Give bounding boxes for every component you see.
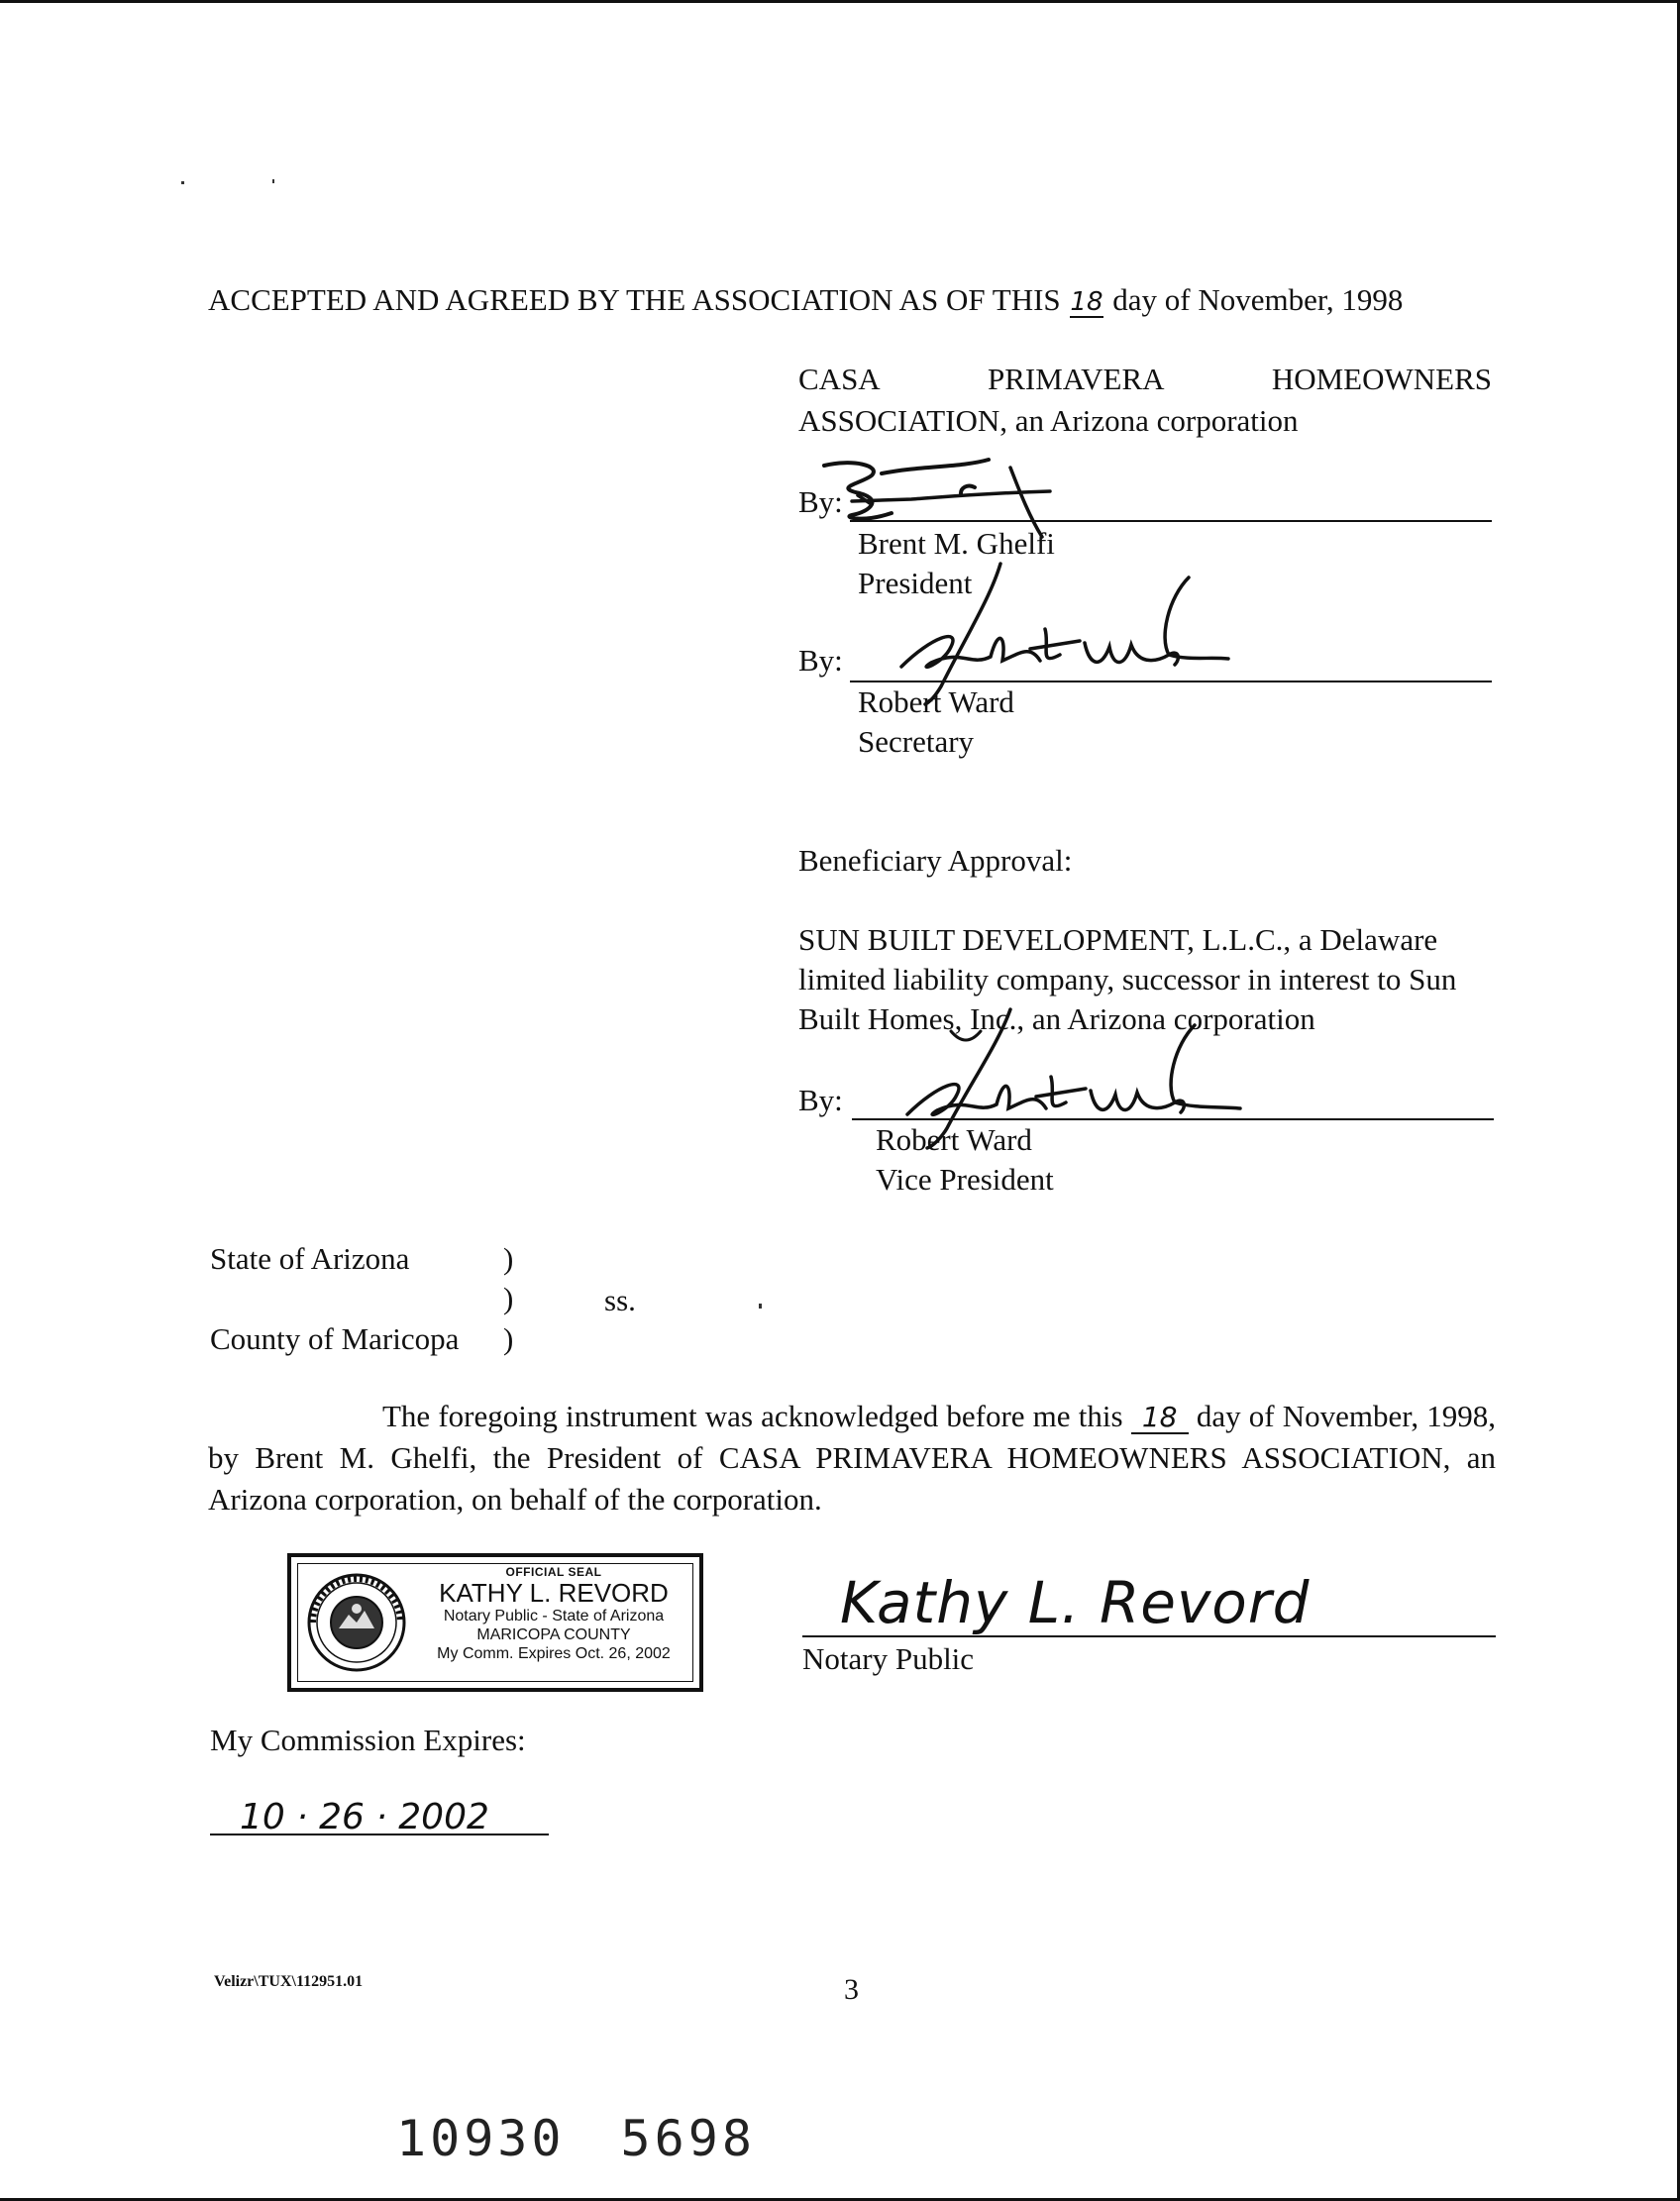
beneficiary-line: SUN BUILT DEVELOPMENT, L.L.C., a Delaware [798, 922, 1438, 957]
notary-seal-text [420, 1565, 687, 1663]
association-description: ASSOCIATION, an Arizona corporation [798, 403, 1299, 438]
commission-label: My Commission Expires: [210, 1723, 526, 1757]
signer-secretary-by: By: [798, 643, 843, 678]
venue-paren: ) [503, 1281, 514, 1315]
acknowledgment-text: day of November, 1998, by Brent M. Ghelfi, the President of CASA PRIMAVERA HOMEOWNERS ASSOCIATION, an Arizona corporation, on behalf of the corporation. [208, 1399, 1497, 1517]
signer-president-name: Brent M. Ghelfi [858, 526, 1055, 561]
notary-signature: Kathy L. Revord [840, 1569, 1311, 1636]
notary-seal [287, 1553, 703, 1692]
signer-president-title: President [858, 566, 973, 600]
acknowledgment-text: The foregoing instrument was acknowledged before me this [382, 1399, 1123, 1433]
association-name [798, 360, 1492, 399]
signer-vp-title: Vice President [876, 1162, 1054, 1197]
venue-paren: ) [503, 1321, 514, 1356]
association-name-word: HOMEOWNERS [1271, 362, 1492, 396]
seal-expiration: My Comm. Expires Oct. 26, 2002 [437, 1645, 671, 1662]
seal-official: OFFICIAL SEAL [505, 1565, 602, 1579]
recording-book: 10930 [396, 2110, 566, 2167]
commission-date-line [210, 1834, 549, 1835]
beneficiary-line: limited liability company, successor in interest to Sun [798, 962, 1457, 996]
acknowledgment-paragraph [208, 1396, 1496, 1520]
association-name-word: CASA [798, 362, 881, 396]
acceptance-text: ACCEPTED AND AGREED BY THE ASSOCIATION AS OF THIS [208, 282, 1061, 317]
beneficiary-heading: Beneficiary Approval: [798, 843, 1073, 878]
recording-page: 5698 [620, 2110, 756, 2167]
file-code: Velizr\TUX\112951.01 [214, 1973, 364, 1990]
acceptance-date: day of November, 1998 [1112, 282, 1404, 317]
seal-notary-state: Notary Public - State of Arizona [443, 1608, 665, 1625]
scan-mark [759, 1304, 762, 1309]
signer-secretary-name: Robert Ward [858, 684, 1014, 719]
signer-secretary-title: Secretary [858, 724, 975, 759]
venue-state: State of Arizona [210, 1241, 410, 1276]
acknowledgment-day: 18 [1131, 1403, 1189, 1434]
commission-date: 10 · 26 · 2002 [240, 1797, 489, 1837]
page-number: 3 [844, 1973, 859, 2006]
seal-name: KATHY L. REVORD [439, 1578, 669, 1608]
scan-mark [181, 181, 184, 184]
arizona-seal-emblem [305, 1571, 408, 1674]
venue-ss: ss. [604, 1283, 636, 1317]
signer-vp-by: By: [798, 1083, 843, 1117]
acceptance-statement [208, 280, 1403, 320]
seal-county: MARICOPA COUNTY [476, 1626, 631, 1643]
association-name-word: PRIMAVERA [987, 362, 1165, 396]
scan-mark [272, 179, 274, 183]
acceptance-day: 18 [1070, 287, 1103, 317]
beneficiary-line: Built Homes, Inc., an Arizona corporation [798, 1001, 1315, 1036]
signer-vp-name: Robert Ward [876, 1122, 1032, 1157]
venue-county: County of Maricopa [210, 1321, 460, 1356]
notary-label: Notary Public [802, 1641, 975, 1676]
venue-paren: ) [503, 1241, 514, 1276]
recording-stamp [396, 2111, 756, 2166]
signer-president-by: By: [798, 484, 843, 519]
